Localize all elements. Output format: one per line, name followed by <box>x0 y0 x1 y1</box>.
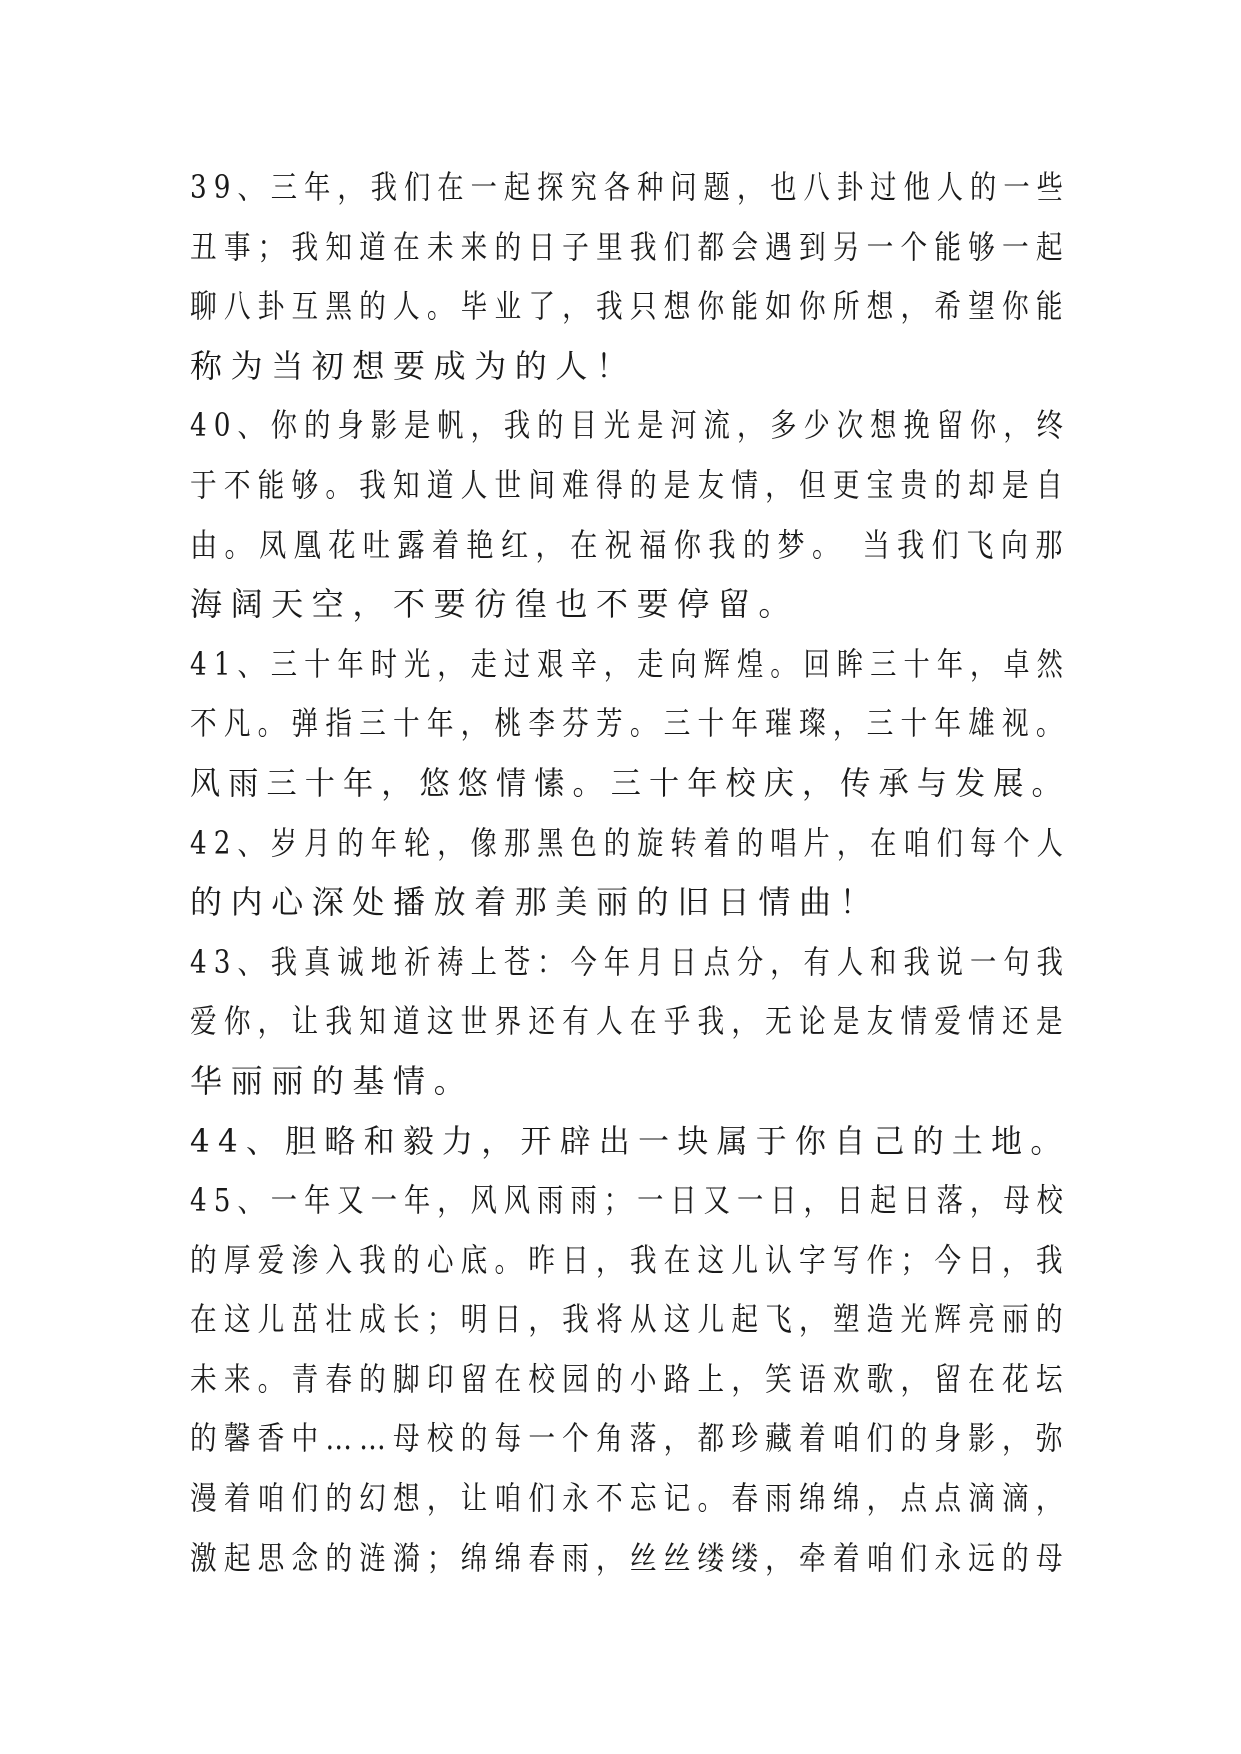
text-line: 的内心深处播放着那美丽的旧日情曲！ <box>190 883 881 922</box>
text-line: 43、我真诚地祈祷上苍：今年月日点分，有人和我说一句我 <box>190 942 1070 981</box>
text-line: 称为当初想要成为的人！ <box>190 346 637 385</box>
text-line: 在这儿茁壮成长；明日，我将从这儿起飞，塑造光辉亮丽的 <box>190 1300 1070 1339</box>
text-line: 的厚爱渗入我的心底。昨日，我在这儿认字写作；今日，我 <box>190 1240 1070 1279</box>
text-line: 40、你的身影是帆，我的目光是河流，多少次想挽留你，终 <box>190 406 1070 445</box>
text-line: 漫着咱们的幻想，让咱们永不忘记。春雨绵绵，点点滴滴， <box>190 1479 1070 1518</box>
text-line: 由。凤凰花吐露着艳红，在祝福你我的梦。 当我们飞向那 <box>190 525 1070 564</box>
text-line: 海阔天空，不要彷徨也不要停留。 <box>190 585 800 624</box>
document-body <box>190 158 1070 1588</box>
text-line: 风雨三十年，悠悠情愫。三十年校庆，传承与发展。 <box>190 763 1070 802</box>
text-line: 45、一年又一年，风风雨雨；一日又一日，日起日落，母校 <box>190 1181 1070 1220</box>
text-line: 激起思念的涟漪；绵绵春雨，丝丝缕缕，牵着咱们永远的母 <box>190 1538 1070 1577</box>
text-line: 41、三十年时光，走过艰辛，走向辉煌。回眸三十年，卓然 <box>190 644 1070 683</box>
text-line: 华丽丽的基情。 <box>190 1061 475 1100</box>
text-line: 44、胆略和毅力，开辟出一块属于你自己的土地。 <box>190 1121 1070 1160</box>
text-line: 丑事；我知道在未来的日子里我们都会遇到另一个能够一起 <box>190 227 1070 266</box>
text-line: 42、岁月的年轮，像那黑色的旋转着的唱片，在咱们每个人 <box>190 823 1070 862</box>
text-line: 不凡。弹指三十年，桃李芬芳。三十年璀璨，三十年雄视。 <box>190 704 1070 743</box>
text-line: 39、三年，我们在一起探究各种问题，也八卦过他人的一些 <box>190 168 1070 206</box>
text-line: 于不能够。我知道人世间难得的是友情，但更宝贵的却是自 <box>190 465 1070 504</box>
text-line: 爱你，让我知道这世界还有人在乎我，无论是友情爱情还是 <box>190 1002 1070 1041</box>
text-line: 的馨香中……母校的每一个角落，都珍藏着咱们的身影，弥 <box>190 1419 1070 1458</box>
text-line: 未来。青春的脚印留在校园的小路上，笑语欢歌，留在花坛 <box>190 1359 1070 1398</box>
text-line: 聊八卦互黑的人。毕业了，我只想你能如你所想，希望你能 <box>190 287 1070 326</box>
